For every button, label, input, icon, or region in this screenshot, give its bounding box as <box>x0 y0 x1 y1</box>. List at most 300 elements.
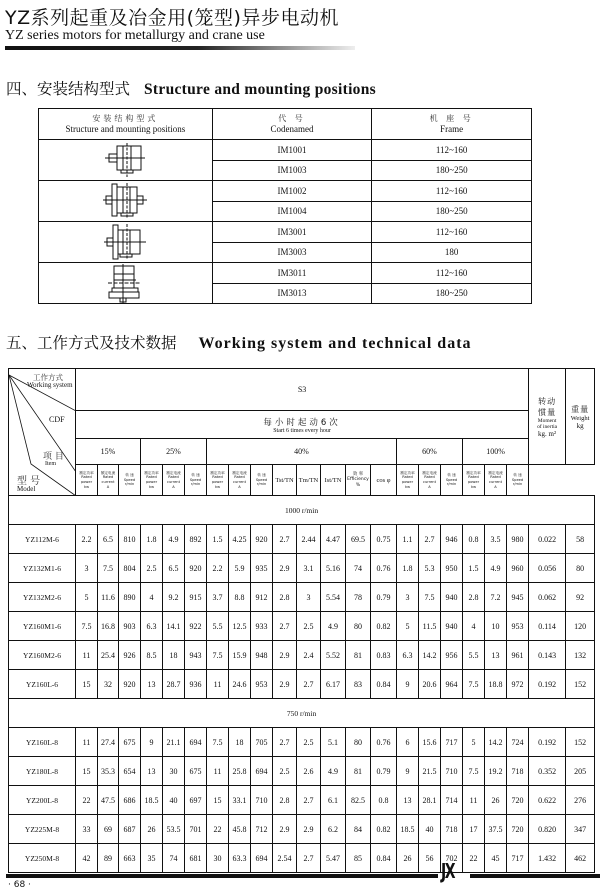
mounting-table-header <box>39 109 532 140</box>
cdf-60: 60% <box>397 439 463 465</box>
value-cell: 30 <box>163 757 185 786</box>
inertia-cn2: 惯量 <box>538 407 557 417</box>
mounting-frame: 180 <box>372 242 532 263</box>
value-cell: 920 <box>119 670 141 699</box>
value-cell: 10 <box>485 612 507 641</box>
value-cell: 0.022 <box>529 525 566 554</box>
model-cell: YZ112M-6 <box>9 525 76 554</box>
value-cell: 13 <box>397 786 419 815</box>
corner-working-cn: 工作方式 <box>33 373 63 382</box>
value-cell: 69.5 <box>346 525 371 554</box>
value-cell: 33.1 <box>229 786 251 815</box>
value-cell: 26 <box>485 786 507 815</box>
value-cell: 40 <box>419 815 441 844</box>
subheader-speed-en: Speed <box>123 477 136 482</box>
value-cell: 18.8 <box>485 670 507 699</box>
col-frame-cn: 机 座 号 <box>429 114 474 123</box>
value-cell: 9.2 <box>163 583 185 612</box>
mounting-icon-cell <box>39 263 213 304</box>
subheader-power-en: Rated power <box>211 475 224 484</box>
working-system-row <box>9 369 595 411</box>
value-cell: 45.8 <box>229 815 251 844</box>
mounting-b3-icon <box>103 142 147 178</box>
subheader-speed-en: Speed <box>255 477 268 482</box>
value-cell: 80 <box>566 554 595 583</box>
value-cell: 687 <box>119 815 141 844</box>
starts-en: Start 6 times every hour <box>273 427 331 434</box>
value-cell: 0.8 <box>371 786 397 815</box>
subheader-current-cn: 额定电流 <box>488 470 503 475</box>
value-cell: 20.6 <box>419 670 441 699</box>
subheader-current-en: Rated current <box>233 475 246 484</box>
weight-en: Weight <box>570 414 590 422</box>
mounting-row <box>39 222 532 243</box>
value-cell: 2.5 <box>141 554 163 583</box>
subheader-25-current <box>163 465 185 496</box>
value-cell: 5.3 <box>419 554 441 583</box>
value-cell: 5 <box>397 612 419 641</box>
value-cell: 810 <box>119 525 141 554</box>
value-cell: 33 <box>76 815 98 844</box>
value-cell: 7.5 <box>98 554 119 583</box>
value-cell: 5.47 <box>321 844 346 873</box>
footer-rule-right <box>470 874 600 878</box>
corner-model-cn: 型 号 <box>17 476 41 487</box>
speed-group-row <box>9 699 595 728</box>
value-cell: 2.5 <box>297 728 321 757</box>
value-cell: 74 <box>346 554 371 583</box>
subheader-power-unit: kw <box>148 484 155 489</box>
table-row <box>9 844 595 873</box>
section4-title-en: Structure and mounting positions <box>144 81 376 98</box>
value-cell: 205 <box>566 757 595 786</box>
subheader-current-unit: A <box>494 484 497 489</box>
subheader-speed-en: Speed <box>189 477 202 482</box>
value-cell: 8.5 <box>141 641 163 670</box>
subheader-15-power <box>76 465 98 496</box>
value-cell: 964 <box>441 670 463 699</box>
value-cell: 11.5 <box>419 612 441 641</box>
value-cell: 15 <box>76 670 98 699</box>
subheader-speed-unit: r/min <box>256 482 267 487</box>
mounting-frame: 180~250 <box>372 201 532 222</box>
table-row <box>9 786 595 815</box>
value-cell: 0.84 <box>371 844 397 873</box>
value-cell: 78 <box>346 583 371 612</box>
mounting-code: IM1003 <box>212 160 372 181</box>
value-cell: 347 <box>566 815 595 844</box>
starts-cell <box>76 411 529 439</box>
value-cell: 2.9 <box>273 815 297 844</box>
subheader-60-speed <box>441 465 463 496</box>
value-cell: 35.3 <box>98 757 119 786</box>
value-cell: 956 <box>441 641 463 670</box>
value-cell: 28.1 <box>419 786 441 815</box>
section4-title-cn: 四、安装结构型式 <box>6 80 131 98</box>
value-cell: 6 <box>397 728 419 757</box>
value-cell: 663 <box>119 844 141 873</box>
section4-title <box>6 77 376 99</box>
table-row <box>9 554 595 583</box>
value-cell: 935 <box>251 554 273 583</box>
value-cell: 4.9 <box>163 525 185 554</box>
subheader-power-unit: kw <box>83 484 90 489</box>
value-cell: 5.54 <box>321 583 346 612</box>
subheader-power-cn: 额定功率 <box>210 470 225 475</box>
model-cell: YZ160M2-6 <box>9 641 76 670</box>
value-cell: 953 <box>507 612 529 641</box>
value-cell: 2.9 <box>273 554 297 583</box>
value-cell: 2.6 <box>297 757 321 786</box>
value-cell: 6.2 <box>321 815 346 844</box>
inertia-unit: kg. m² <box>538 429 557 438</box>
value-cell: 6.3 <box>397 641 419 670</box>
value-cell: 7.5 <box>207 728 229 757</box>
col-structure <box>39 109 213 140</box>
subheader-40-current <box>229 465 251 496</box>
value-cell: 69 <box>98 815 119 844</box>
value-cell: 6.3 <box>141 612 163 641</box>
value-cell: 686 <box>119 786 141 815</box>
value-cell: 0.056 <box>529 554 566 583</box>
value-cell: 4.9 <box>485 554 507 583</box>
value-cell: 7.2 <box>485 583 507 612</box>
mounting-table <box>38 108 532 304</box>
value-cell: 42 <box>76 844 98 873</box>
value-cell: 3 <box>297 583 321 612</box>
subheader-tm: Tm/TN <box>297 465 321 496</box>
value-cell: 3 <box>397 583 419 612</box>
table-row <box>9 583 595 612</box>
subheader-row <box>9 465 595 496</box>
model-cell: YZ200L-8 <box>9 786 76 815</box>
technical-data-table <box>8 368 595 873</box>
value-cell: 12.5 <box>229 612 251 641</box>
value-cell: 6.5 <box>98 525 119 554</box>
value-cell: 2.5 <box>273 757 297 786</box>
col-frame-en: Frame <box>440 124 464 134</box>
value-cell: 675 <box>119 728 141 757</box>
weight-header <box>566 369 595 465</box>
value-cell: 922 <box>185 612 207 641</box>
model-cell: YZ160M1-6 <box>9 612 76 641</box>
subheader-100-current <box>485 465 507 496</box>
value-cell: 45 <box>485 844 507 873</box>
value-cell: 1.1 <box>397 525 419 554</box>
mounting-row <box>39 263 532 284</box>
speed-group-row <box>9 496 595 525</box>
value-cell: 702 <box>441 844 463 873</box>
value-cell: 53.5 <box>163 815 185 844</box>
value-cell: 26 <box>141 815 163 844</box>
value-cell: 19.2 <box>485 757 507 786</box>
section5-title-cn: 五、工作方式及技术数据 <box>6 334 177 352</box>
model-cell: YZ160L-6 <box>9 670 76 699</box>
section5-title-en: Working system and technical data <box>198 335 472 352</box>
value-cell: 15 <box>207 786 229 815</box>
value-cell: 0.76 <box>371 728 397 757</box>
mounting-icon-cell <box>39 181 213 222</box>
value-cell: 25.4 <box>98 641 119 670</box>
value-cell: 2.2 <box>76 525 98 554</box>
subheader-15-speed <box>119 465 141 496</box>
mounting-icon-cell <box>39 140 213 181</box>
value-cell: 22 <box>463 844 485 873</box>
value-cell: 694 <box>251 844 273 873</box>
value-cell: 0.82 <box>371 815 397 844</box>
subheader-60-power <box>397 465 419 496</box>
value-cell: 0.84 <box>371 670 397 699</box>
value-cell: 890 <box>119 583 141 612</box>
value-cell: 1.5 <box>463 554 485 583</box>
value-cell: 3.5 <box>485 525 507 554</box>
model-cell: YZ225M-8 <box>9 815 76 844</box>
value-cell: 1.8 <box>397 554 419 583</box>
value-cell: 462 <box>566 844 595 873</box>
value-cell: 0.75 <box>371 525 397 554</box>
value-cell: 0.192 <box>529 670 566 699</box>
subheader-speed-unit: r/min <box>190 482 201 487</box>
value-cell: 920 <box>251 525 273 554</box>
value-cell: 718 <box>441 815 463 844</box>
subheader-power-unit: kw <box>470 484 477 489</box>
value-cell: 21.5 <box>419 757 441 786</box>
subheader-speed-unit: r/min <box>446 482 457 487</box>
corner-cdf: CDF <box>49 415 65 424</box>
value-cell: 926 <box>119 641 141 670</box>
value-cell: 712 <box>251 815 273 844</box>
subheader-speed-unit: r/min <box>512 482 523 487</box>
subheader-speed-unit: r/min <box>124 482 135 487</box>
value-cell: 681 <box>185 844 207 873</box>
value-cell: 903 <box>119 612 141 641</box>
subheader-current-unit: A <box>106 484 110 489</box>
value-cell: 7.5 <box>463 670 485 699</box>
value-cell: 16.8 <box>98 612 119 641</box>
value-cell: 5.9 <box>229 554 251 583</box>
value-cell: 2.4 <box>297 641 321 670</box>
value-cell: 14.2 <box>485 728 507 757</box>
subheader-power-cn: 额定功率 <box>79 470 94 475</box>
subheader-25-power <box>141 465 163 496</box>
value-cell: 946 <box>441 525 463 554</box>
subheader-100-power <box>463 465 485 496</box>
value-cell: 717 <box>507 844 529 873</box>
value-cell: 940 <box>441 583 463 612</box>
value-cell: 2.7 <box>297 844 321 873</box>
value-cell: 2.54 <box>273 844 297 873</box>
value-cell: 6.1 <box>321 786 346 815</box>
value-cell: 11 <box>463 786 485 815</box>
model-cell: YZ180L-8 <box>9 757 76 786</box>
mounting-code: IM3011 <box>212 263 372 284</box>
value-cell: 2.8 <box>463 583 485 612</box>
value-cell: 0.8 <box>463 525 485 554</box>
value-cell: 4 <box>141 583 163 612</box>
table-row <box>9 757 595 786</box>
model-cell: YZ160L-8 <box>9 728 76 757</box>
value-cell: 37.5 <box>485 815 507 844</box>
model-cell: YZ132M2-6 <box>9 583 76 612</box>
table-row <box>9 525 595 554</box>
starts-cn: 每小时起动6次 <box>263 417 341 428</box>
value-cell: 2.7 <box>273 728 297 757</box>
mounting-v1-icon <box>105 263 145 303</box>
value-cell: 18.5 <box>141 786 163 815</box>
mounting-b3-double-shaft-icon <box>101 182 149 220</box>
value-cell: 720 <box>507 815 529 844</box>
table-row <box>9 612 595 641</box>
inertia-en1: Moment <box>537 417 557 424</box>
value-cell: 4.47 <box>321 525 346 554</box>
corner-item-cn: 项 目 <box>43 452 64 462</box>
value-cell: 724 <box>507 728 529 757</box>
value-cell: 26 <box>397 844 419 873</box>
subheader-current-unit: A <box>428 484 431 489</box>
value-cell: 2.44 <box>297 525 321 554</box>
subheader-60-current <box>419 465 441 496</box>
value-cell: 22 <box>76 786 98 815</box>
mounting-code: IM3003 <box>212 242 372 263</box>
inertia-header <box>529 369 566 465</box>
value-cell: 1.8 <box>141 525 163 554</box>
value-cell: 18 <box>229 728 251 757</box>
subheader-power-en: Rated power <box>401 475 414 484</box>
value-cell: 943 <box>185 641 207 670</box>
table-row <box>9 815 595 844</box>
header-rule <box>5 46 355 50</box>
value-cell: 0.143 <box>529 641 566 670</box>
value-cell: 701 <box>185 815 207 844</box>
table-row <box>9 641 595 670</box>
value-cell: 1.432 <box>529 844 566 873</box>
value-cell: 0.83 <box>371 641 397 670</box>
value-cell: 83 <box>346 670 371 699</box>
subheader-power-en: Rated power <box>145 475 158 484</box>
value-cell: 950 <box>441 554 463 583</box>
footer-rule-left <box>6 874 438 878</box>
value-cell: 92 <box>566 583 595 612</box>
subheader-eff-unit: % <box>355 482 361 488</box>
cdf-40: 40% <box>207 439 397 465</box>
subheader-current-cn: 额定电流 <box>422 470 437 475</box>
value-cell: 2.9 <box>273 670 297 699</box>
col-structure-en: Structure and mounting positions <box>65 124 186 134</box>
cdf-100: 100% <box>463 439 529 465</box>
value-cell: 58 <box>566 525 595 554</box>
mounting-row <box>39 140 532 161</box>
value-cell: 9 <box>397 670 419 699</box>
value-cell: 0.062 <box>529 583 566 612</box>
subheader-speed-en: Speed <box>511 477 524 482</box>
value-cell: 3.1 <box>297 554 321 583</box>
value-cell: 7.5 <box>207 641 229 670</box>
value-cell: 56 <box>419 844 441 873</box>
subheader-15-current <box>98 465 119 496</box>
subheader-speed-cn: 转 速 <box>125 473 134 478</box>
value-cell: 80 <box>346 612 371 641</box>
value-cell: 11.6 <box>98 583 119 612</box>
value-cell: 2.7 <box>297 786 321 815</box>
subheader-current-cn: 额定电流 <box>232 470 247 475</box>
value-cell: 694 <box>251 757 273 786</box>
value-cell: 2.5 <box>297 612 321 641</box>
subheader-speed-cn: 转 速 <box>257 473 266 478</box>
starts-row <box>9 411 595 439</box>
subheader-current-en: Rated current <box>101 475 115 484</box>
value-cell: 11 <box>207 757 229 786</box>
value-cell: 14.1 <box>163 612 185 641</box>
value-cell: 2.7 <box>273 612 297 641</box>
col-frame <box>372 109 532 140</box>
value-cell: 24.6 <box>229 670 251 699</box>
value-cell: 0.622 <box>529 786 566 815</box>
value-cell: 694 <box>185 728 207 757</box>
value-cell: 89 <box>98 844 119 873</box>
value-cell: 5.1 <box>321 728 346 757</box>
value-cell: 714 <box>441 786 463 815</box>
cdf-row <box>9 439 595 465</box>
value-cell: 892 <box>185 525 207 554</box>
value-cell: 5.52 <box>321 641 346 670</box>
speed-group-label: 750 r/min <box>9 699 595 728</box>
value-cell: 82.5 <box>346 786 371 815</box>
inertia-en2: of inertia <box>537 423 558 430</box>
value-cell: 4.25 <box>229 525 251 554</box>
value-cell: 13 <box>141 670 163 699</box>
subheader-current-unit: A <box>172 484 175 489</box>
weight-unit: kg <box>576 421 584 430</box>
value-cell: 13 <box>141 757 163 786</box>
value-cell: 152 <box>566 728 595 757</box>
cdf-25: 25% <box>141 439 207 465</box>
mounting-code: IM1002 <box>212 181 372 202</box>
value-cell: 654 <box>119 757 141 786</box>
working-system-cell: S3 <box>76 369 529 411</box>
subheader-25-speed <box>185 465 207 496</box>
value-cell: 3.7 <box>207 583 229 612</box>
value-cell: 5 <box>76 583 98 612</box>
subheader-eff-cn: 效 率 <box>352 471 364 477</box>
value-cell: 710 <box>441 757 463 786</box>
value-cell: 30 <box>207 844 229 873</box>
value-cell: 63.3 <box>229 844 251 873</box>
value-cell: 2.9 <box>273 641 297 670</box>
value-cell: 2.7 <box>273 525 297 554</box>
value-cell: 84 <box>346 815 371 844</box>
value-cell: 980 <box>507 525 529 554</box>
subheader-power-en: Rated power <box>467 475 480 484</box>
mounting-frame: 112~160 <box>372 181 532 202</box>
table-row <box>9 670 595 699</box>
value-cell: 920 <box>185 554 207 583</box>
value-cell: 0.76 <box>371 554 397 583</box>
value-cell: 15.6 <box>419 728 441 757</box>
value-cell: 47.5 <box>98 786 119 815</box>
value-cell: 11 <box>76 728 98 757</box>
value-cell: 11 <box>207 670 229 699</box>
subheader-current-unit: A <box>238 484 241 489</box>
value-cell: 81 <box>346 757 371 786</box>
subheader-power-unit: kw <box>214 484 221 489</box>
page-title-en: YZ series motors for metallurgy and crane use <box>5 28 265 43</box>
value-cell: 5.5 <box>207 612 229 641</box>
value-cell: 40 <box>163 786 185 815</box>
mounting-frame: 180~250 <box>372 283 532 304</box>
value-cell: 675 <box>185 757 207 786</box>
value-cell: 933 <box>251 612 273 641</box>
col-code <box>212 109 372 140</box>
